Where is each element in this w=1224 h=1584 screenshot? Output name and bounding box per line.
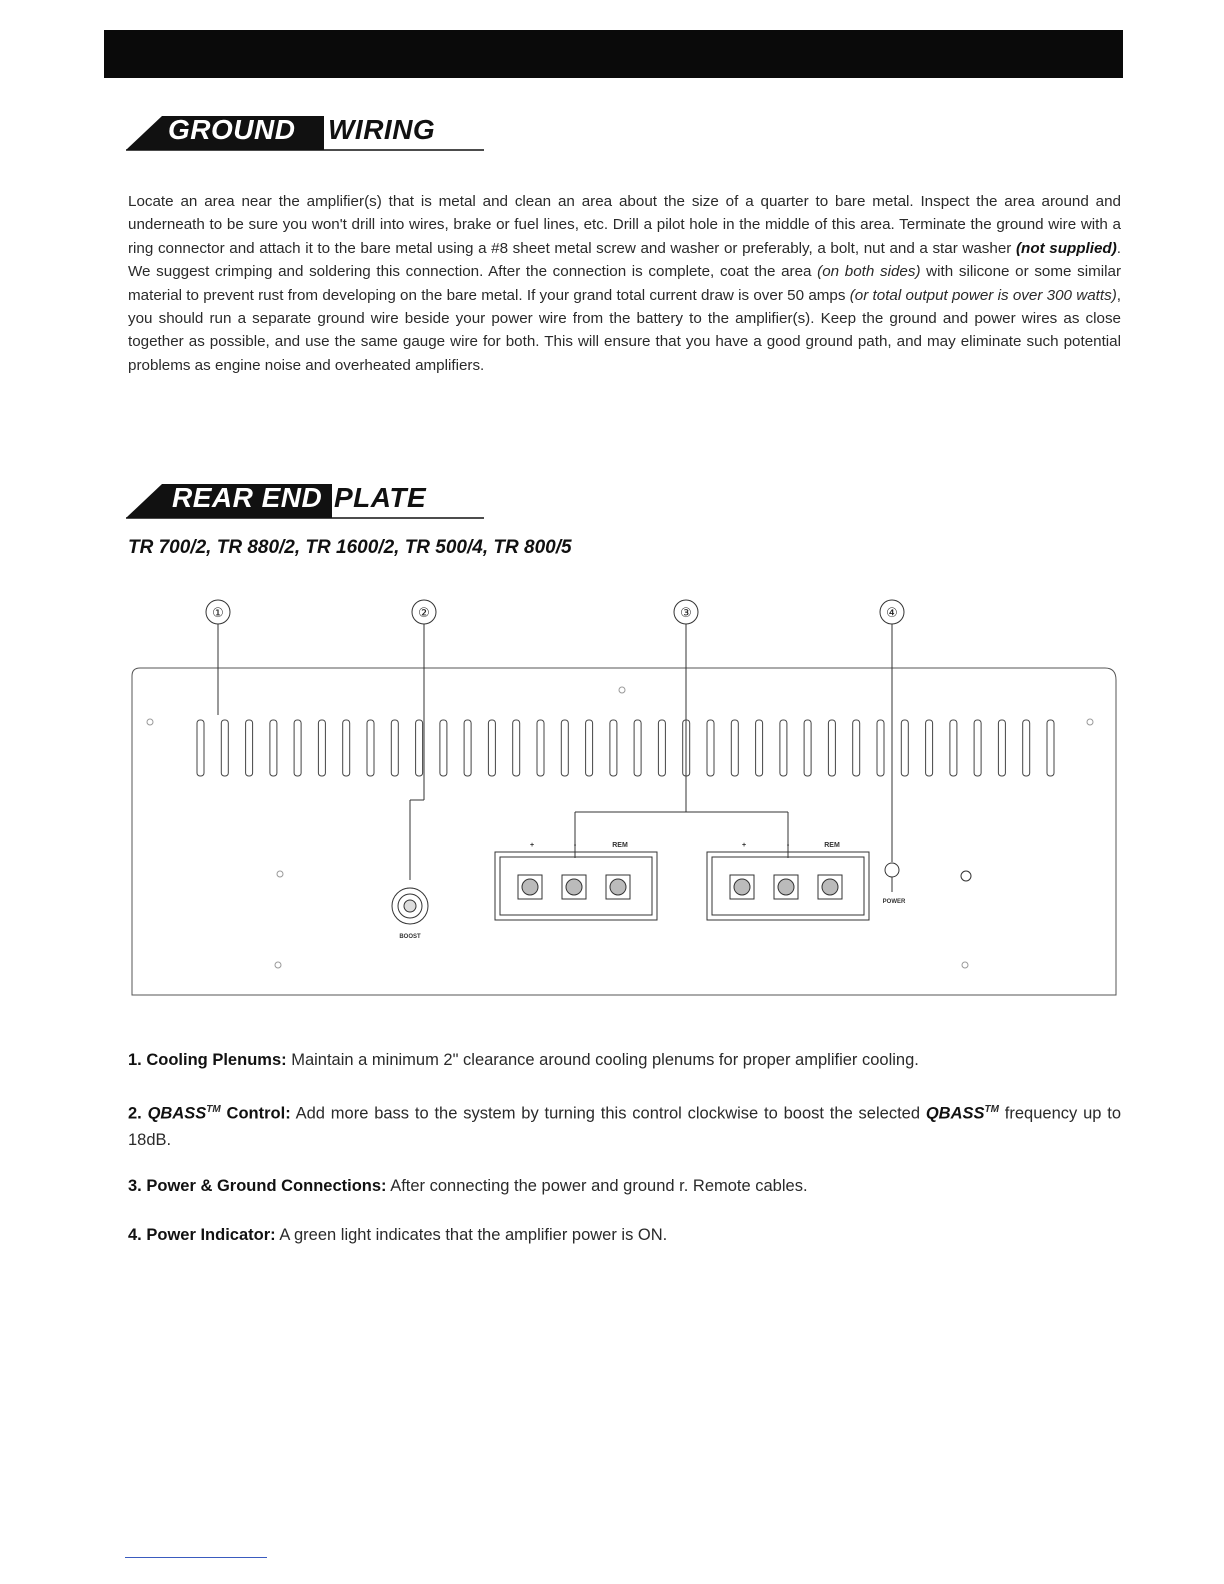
cooling-slot xyxy=(707,720,714,776)
cooling-slot xyxy=(804,720,811,776)
legend-item-1 xyxy=(128,1047,1121,1073)
legend-label: Cooling Plenums: xyxy=(146,1051,287,1069)
callout-number-3: ③ xyxy=(680,606,692,621)
cooling-slot xyxy=(294,720,301,776)
legend-text: After connecting the power and ground r. Remote cables. xyxy=(386,1177,808,1195)
cooling-slot xyxy=(926,720,933,776)
paragraph-text: , you should run a separate ground wire beside your power wire from the battery to the amplifier(s). Keep the ground and power wires as close together as possible, and use the same gauge wire for both. This will ensure that you have a good ground path, and may eliminate such potential problems as engine noise and overheated amplifiers. xyxy=(128,286,1121,374)
cooling-slot xyxy=(974,720,981,776)
cooling-slot xyxy=(877,720,884,776)
cooling-slot xyxy=(367,720,374,776)
cooling-slot xyxy=(416,720,423,776)
boost-label: BOOST xyxy=(399,934,421,940)
cooling-slot xyxy=(343,720,350,776)
heading-light-text: WIRING xyxy=(328,114,436,145)
cooling-slot xyxy=(440,720,447,776)
cooling-slot xyxy=(998,720,1005,776)
legend-text: Maintain a minimum 2" clearance around cooling plenums for proper amplifier cooling. xyxy=(286,1051,919,1069)
cooling-slot xyxy=(270,720,277,776)
cooling-slot xyxy=(197,720,204,776)
power-label: POWER xyxy=(882,899,906,905)
legend-number: 2. xyxy=(128,1104,142,1123)
cooling-slot xyxy=(1023,720,1030,776)
legend-number: 3. xyxy=(128,1177,142,1195)
heading-dark-text: GROUND xyxy=(168,114,296,145)
paragraph-text: Locate an area near the amplifier(s) that is metal and clean an area about the size of a quarter to bare metal. Inspect the area around and underneath to be sure you won't drill into wires, brake or fuel lines, etc. Drill a pilot hole in the middle of this area. Terminate the ground wire with a ring connector and attach it to the bare metal using a #8 sheet metal screw and washer or preferably, a bolt, nut and a star washer xyxy=(128,193,1121,257)
callout-number-2: ② xyxy=(418,606,430,621)
legend-label: Power & Ground Connections: xyxy=(146,1177,387,1195)
cooling-slot xyxy=(586,720,593,776)
callout-number-4: ④ xyxy=(886,606,898,621)
trademark-mark: TM xyxy=(206,1104,221,1115)
cooling-slot xyxy=(221,720,228,776)
legend-label: Control: xyxy=(220,1104,291,1123)
cooling-slot xyxy=(901,720,908,776)
cooling-slot xyxy=(634,720,641,776)
terminal-label: - xyxy=(786,842,790,849)
heading-dark-text: REAR END xyxy=(172,482,323,513)
cooling-slot xyxy=(658,720,665,776)
cooling-slot xyxy=(391,720,398,776)
cooling-slot xyxy=(756,720,763,776)
cooling-slot xyxy=(488,720,495,776)
cooling-slot xyxy=(464,720,471,776)
legend-item-2 xyxy=(128,1097,1121,1153)
legend-text: frequency up to 18dB. xyxy=(128,1104,1122,1149)
both-sides-emphasis: (on both sides) xyxy=(817,263,921,281)
cooling-slot xyxy=(853,720,860,776)
heading-light-text: PLATE xyxy=(334,482,427,513)
cooling-slot xyxy=(950,720,957,776)
legend-label-italic: QBASS xyxy=(147,1104,207,1123)
legend-text: A green light indicates that the amplifier power is ON. xyxy=(275,1226,668,1244)
legend-item-4 xyxy=(128,1222,1121,1248)
rear-endplate-diagram xyxy=(120,590,1120,1010)
legend-text: Add more bass to the system by turning this control clockwise to boost the selected xyxy=(290,1104,926,1123)
paragraph-text: . We suggest crimping and soldering this connection. After the connection is complete, coat the area xyxy=(128,239,1122,281)
over-300-emphasis: (or total output power is over 300 watts) xyxy=(849,286,1117,304)
cooling-slot xyxy=(610,720,617,776)
terminal-label: + xyxy=(741,842,747,849)
legend-number: 1. xyxy=(128,1051,142,1069)
cooling-slot xyxy=(318,720,325,776)
cooling-slot xyxy=(731,720,738,776)
terminal-label: REM xyxy=(612,842,628,849)
trademark-mark: TM xyxy=(984,1104,999,1115)
footnote-rule xyxy=(125,1557,267,1558)
cooling-slot xyxy=(561,720,568,776)
legend-number: 4. xyxy=(128,1226,142,1244)
legend-item-3 xyxy=(128,1173,1121,1199)
rear-endplate-heading xyxy=(126,480,486,520)
legend-label: Power Indicator: xyxy=(146,1226,276,1244)
terminal-label: REM xyxy=(824,842,840,849)
ground-wiring-paragraph xyxy=(128,190,1121,377)
callout-number-1: ① xyxy=(212,606,224,621)
cooling-slot xyxy=(537,720,544,776)
ground-wiring-heading xyxy=(126,112,486,152)
legend-term-italic: QBASS xyxy=(925,1104,985,1123)
terminal-label: - xyxy=(573,842,577,849)
model-list: TR 700/2, TR 880/2, TR 1600/2, TR 500/4, TR 800/5 xyxy=(128,537,572,558)
paragraph-text: with silicone or some similar material to prevent rust from developing on the bare metal. If your grand total current draw is over 50 amps xyxy=(128,263,1121,304)
cooling-slot xyxy=(1047,720,1054,776)
header-bar xyxy=(104,30,1123,78)
terminal-label: + xyxy=(529,842,535,849)
not-supplied-emphasis: (not supplied) xyxy=(1015,239,1117,257)
endplate-outline xyxy=(132,668,1116,995)
cooling-slot xyxy=(513,720,520,776)
cooling-slot xyxy=(246,720,253,776)
cooling-slot xyxy=(780,720,787,776)
cooling-slot xyxy=(828,720,835,776)
